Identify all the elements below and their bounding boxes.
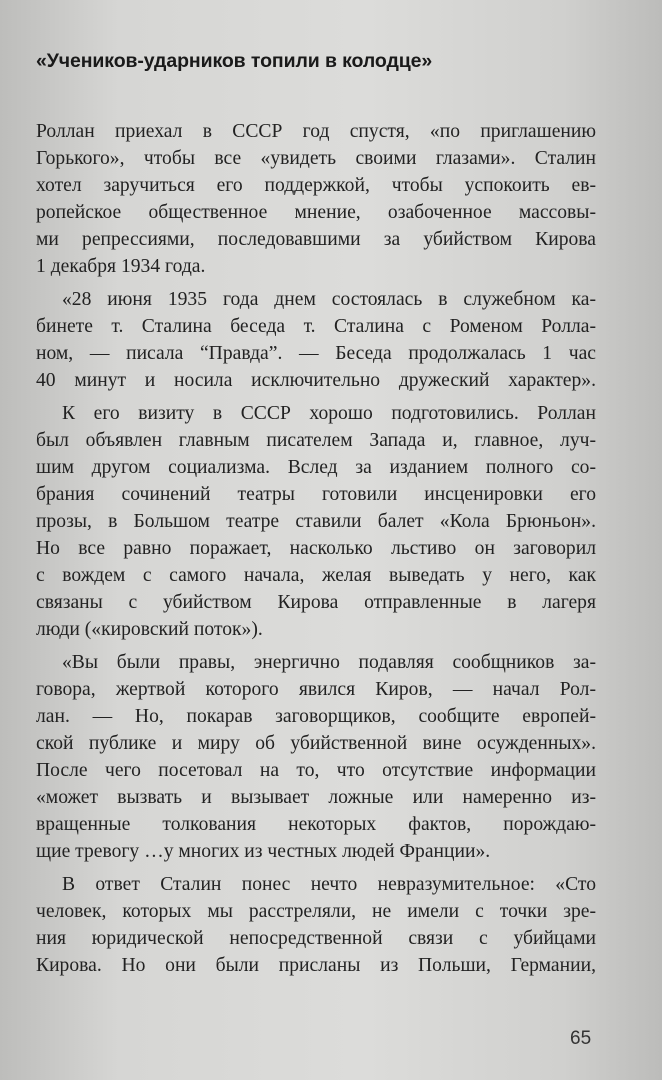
text-line: Роллан приехал в СССР год спустя, «по приглашению bbox=[36, 121, 596, 142]
text-line: К его визиту в СССР хорошо подготовились. Роллан bbox=[62, 403, 596, 424]
section-heading: «Учеников-ударников топили в колодце» bbox=[36, 50, 433, 72]
text-line: щие тревогу …у многих из честных людей Франции». bbox=[36, 841, 491, 862]
paragraph bbox=[36, 871, 596, 979]
text-line: «Вы были правы, энергично подавляя сообщников за- bbox=[62, 652, 596, 673]
text-line: прозы, в Большом театре ставили балет «Кола Брюньон». bbox=[36, 511, 596, 532]
text-line: лан. — Но, покарав заговорщиков, сообщите европей- bbox=[36, 706, 596, 727]
text-line: Горького», чтобы все «увидеть своими глазами». Сталин bbox=[36, 148, 596, 169]
text-line: был объявлен главным писателем Запада и, главное, луч- bbox=[36, 430, 596, 451]
text-line: ми репрессиями, последовавшими за убийством Кирова bbox=[36, 229, 596, 250]
text-line: человек, которых мы расстреляли, не имели с точки зре- bbox=[36, 901, 596, 922]
text-line: В ответ Сталин понес нечто невразумительное: «Сто bbox=[62, 874, 596, 895]
paragraph bbox=[36, 286, 596, 394]
text-line: ния юридической непосредственной связи с убийцами bbox=[36, 928, 596, 949]
text-line: бинете т. Сталина беседа т. Сталина с Роменом Ролла- bbox=[36, 316, 596, 337]
text-line: вращенные толкования некоторых фактов, порождаю- bbox=[36, 814, 596, 835]
text-line: хотел заручиться его поддержкой, чтобы успокоить ев- bbox=[36, 175, 596, 196]
text-line: Но все равно поражает, насколько льстиво он заговорил bbox=[36, 538, 596, 559]
text-line: ропейское общественное мнение, озабоченное массовы- bbox=[36, 202, 596, 223]
text-line: После чего посетовал на то, что отсутствие информации bbox=[36, 760, 596, 781]
text-line: шим другом социализма. Вслед за изданием полного со- bbox=[36, 457, 596, 478]
text-line: с вождем с самого начала, желая выведать у него, как bbox=[36, 565, 596, 586]
body-text bbox=[36, 118, 596, 985]
text-line: люди («кировский поток»). bbox=[36, 619, 263, 640]
page-number: 65 bbox=[570, 1028, 592, 1049]
paragraph bbox=[36, 400, 596, 643]
text-line: ской публике и миру об убийственной вине осужденных». bbox=[36, 733, 596, 754]
paragraph bbox=[36, 649, 596, 865]
text-line: говора, жертвой которого явился Киров, — начал Рол- bbox=[36, 679, 596, 700]
text-line: Кирова. Но они были присланы из Польши, Германии, bbox=[36, 955, 596, 976]
text-line: «28 июня 1935 года днем состоялась в служебном ка- bbox=[62, 289, 596, 310]
text-line: связаны с убийством Кирова отправленные в лагеря bbox=[36, 592, 596, 613]
paragraph bbox=[36, 118, 596, 280]
text-line: ном, — писала “Правда”. — Беседа продолжалась 1 час bbox=[36, 343, 596, 364]
text-line: «может вызвать и вызывает ложные или намеренно из- bbox=[36, 787, 596, 808]
text-line: 1 декабря 1934 года. bbox=[36, 256, 206, 277]
text-line: 40 минут и носила исключительно дружеский характер». bbox=[36, 370, 596, 391]
text-line: брания сочинений театры готовили инсценировки его bbox=[36, 484, 596, 505]
